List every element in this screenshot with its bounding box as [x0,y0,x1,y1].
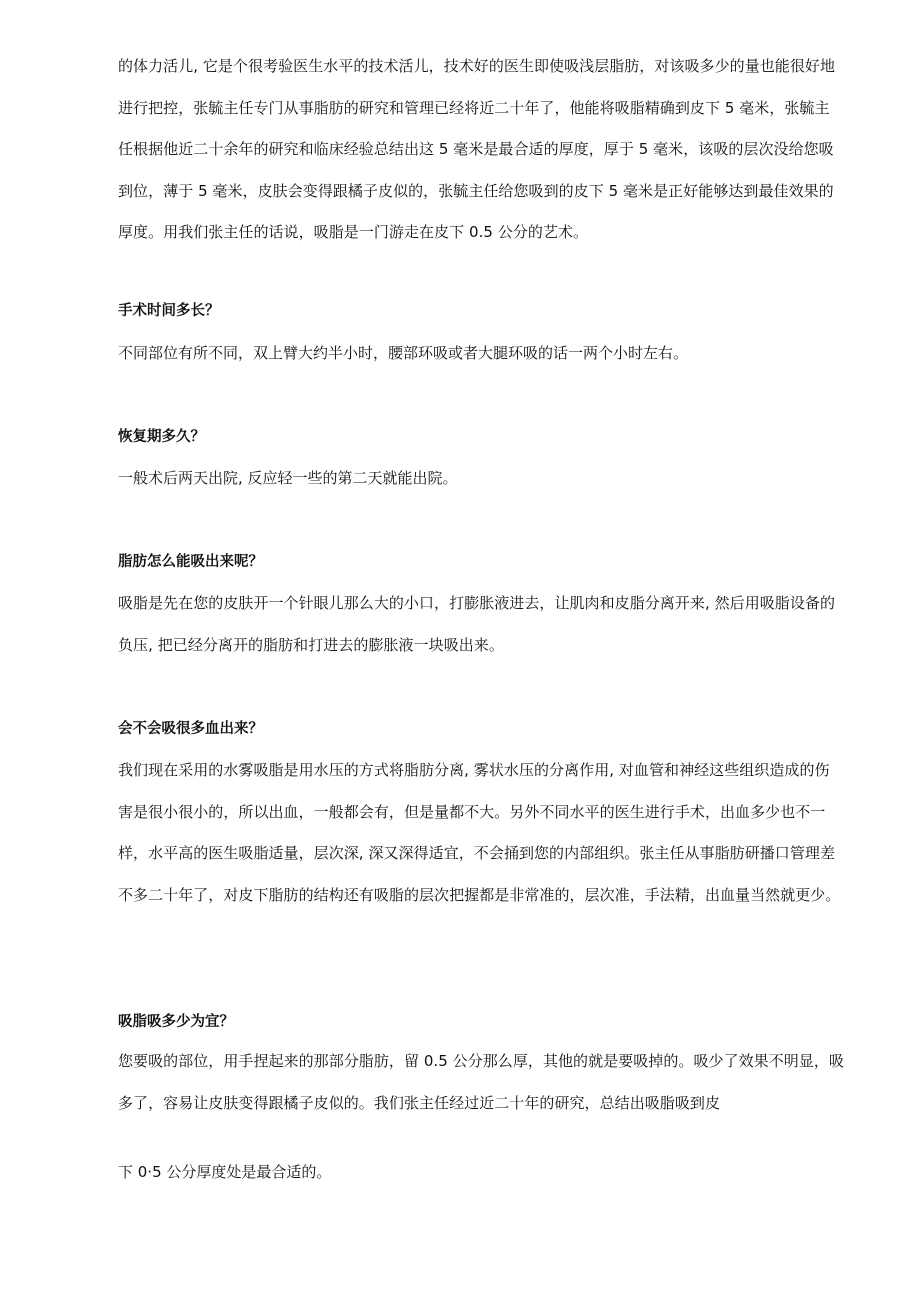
paragraph-surgery-duration: 不同部位有所不同，双上臂大约半小时，腰部环吸或者大腿环吸的话一两个小时左右。 [118,344,689,362]
paragraph-bleeding: 我们现在采用的水雾吸脂是用水压的方式将脂肪分离, 雾状水压的分离作用, 对血管和神经这些组织造成的伤害是很小很小的，所以出血，一般都会有，但是量都不大。另外不同水平的医生进行手术，出血多少也不一样，水平高的医生吸脂适量，层次深, 深又深得适宜，不会捅到您的内部组织。张主任从事脂肪研播口管理差不多二十年了，对皮下脂肪的结构还有吸脂的层次把握都是非常准的，层次准，手法精，出血量当然就更少。 [118,761,841,904]
paragraph-how-much-to-remove-tail: 下 0·5 公分厚度处是最合适的。 [118,1163,332,1181]
heading-how-much-to-remove: 吸脂吸多少为宜？ [118,1014,234,1030]
heading-recovery-period: 恢复期多久？ [118,429,205,445]
paragraph-how-much-to-remove: 您要吸的部位，用手捏起来的那部分脂肪，留 0.5 公分那么厚，其他的就是要吸掉的。吸少了效果不明显，吸多了，容易让皮肤变得跟橘子皮似的。我们张主任经过近二十年的研究，总结出吸脂吸到皮 [118,1052,844,1112]
heading-bleeding: 会不会吸很多血出来？ [118,721,263,737]
heading-how-fat-removed: 脂肪怎么能吸出来呢？ [118,554,263,570]
intro-paragraph: 的体力活儿, 它是个很考验医生水平的技术活儿，技术好的医生即使吸浅层脂肪，对该吸多少的量也能很好地进行把控，张毓主任专门从事脂肪的研究和管理已经将近二十年了，他能将吸脂精确到皮下 5 毫米，张毓主任根据他近二十余年的研究和临床经验总结出这 5 毫米是最合适的厚度，厚于 5 毫米，该吸的层次没给您吸到位，薄于 5 毫米，皮肤会变得跟橘子皮似的，张毓主任给您吸到的皮下 5 毫米是正好能够达到最佳效果的厚度。用我们张主任的话说，吸脂是一门游走在皮下 0.5 公分的艺术。 [118,57,835,241]
heading-surgery-duration: 手术时间多长？ [118,303,220,319]
paragraph-recovery-period: 一般术后两天出院, 反应轻一些的第二天就能出院。 [118,469,458,487]
paragraph-how-fat-removed: 吸脂是先在您的皮肤开一个针眼儿那么大的小口，打膨胀液进去，让肌肉和皮脂分离开来, 然后用吸脂设备的负压, 把已经分离开的脂肪和打进去的膨胀液一块吸出来。 [118,594,835,654]
